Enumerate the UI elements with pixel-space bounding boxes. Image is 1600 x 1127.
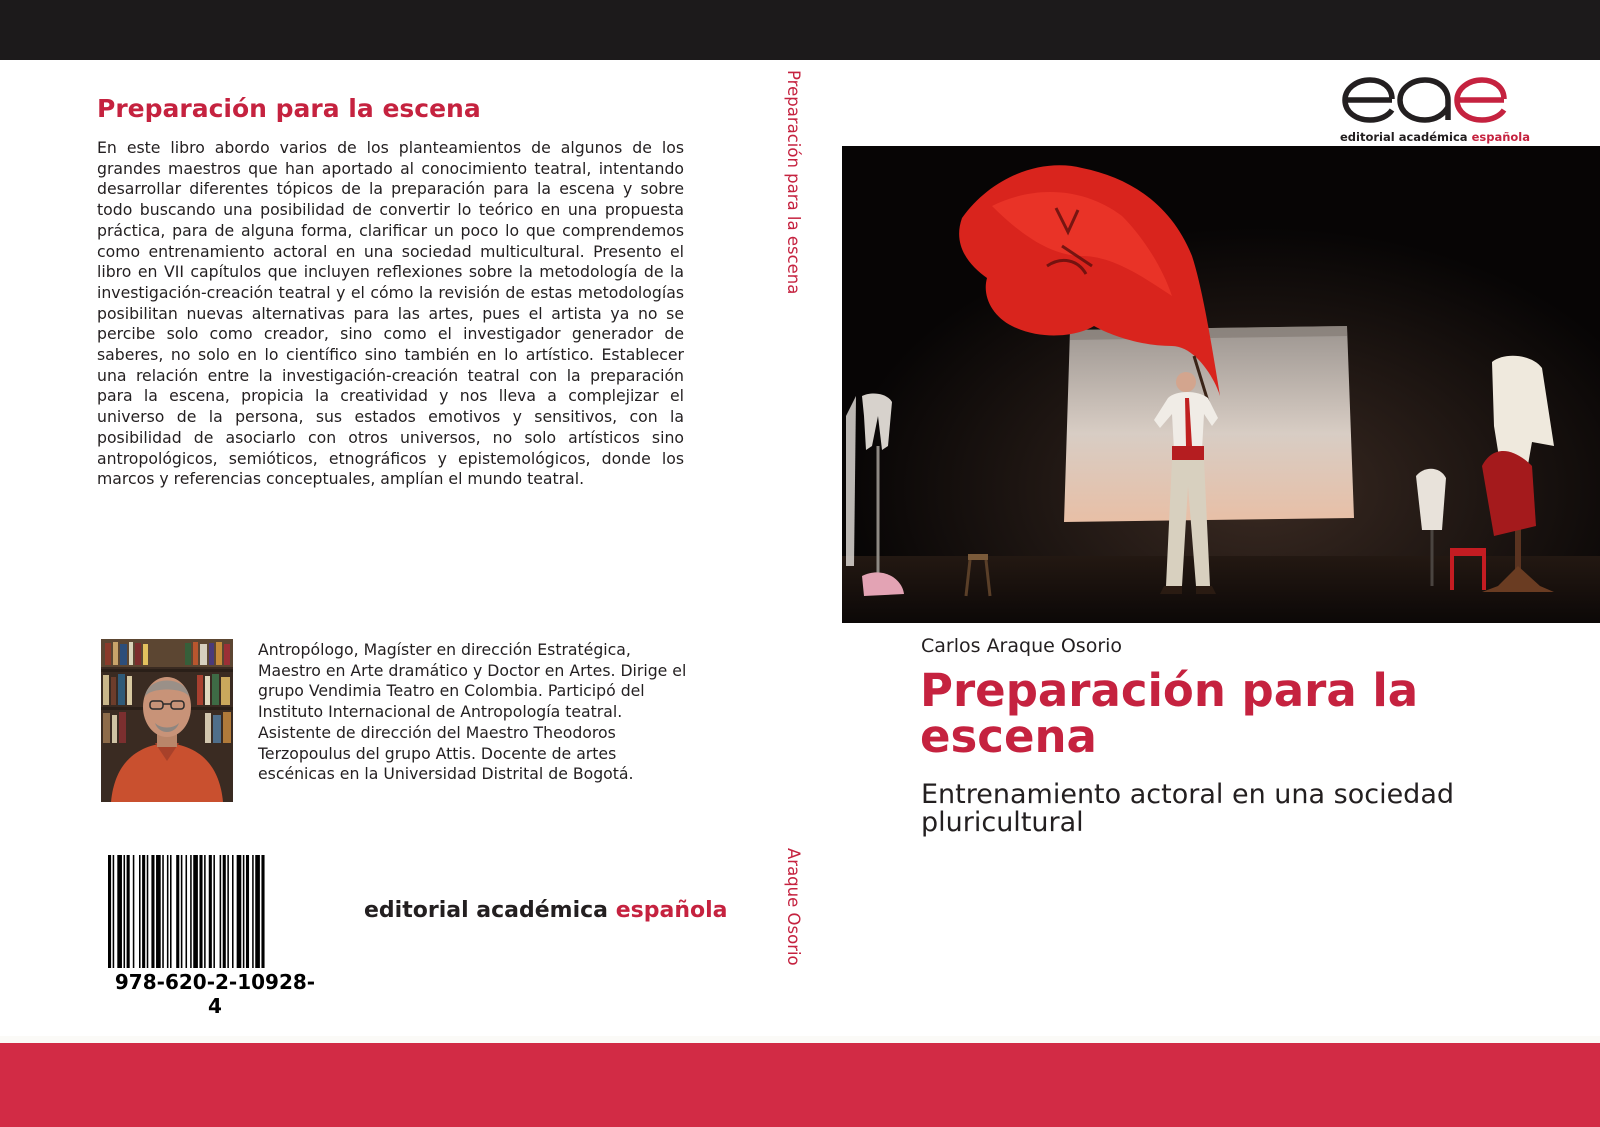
stage-photo [842, 146, 1600, 623]
logo-caption [1340, 130, 1531, 144]
front-subtitle: Entrenamiento actoral en una sociedad pluricultural [921, 779, 1454, 838]
back-publisher-name [364, 898, 727, 923]
bottom-band [0, 1043, 1600, 1127]
top-band [0, 0, 1600, 60]
author-bio: Antropólogo, Magíster en dirección Estratégica, Maestro en Arte dramático y Doctor en Artes. Dirige el grupo Vendimia Teatro en Colombia. Participó del Instituto Internacional de Antropología teatral. Asistente de dirección del Maestro Theodoros Terzopoulus del grupo Attis. Docente de artes escénicas en la Universidad Distrital de Bogotá. [258, 640, 687, 784]
back-cover-title: Preparación para la escena [97, 94, 481, 123]
logo-caption-main: editorial académica [1340, 130, 1472, 144]
back-cover-blurb: En este libro abordo varios de los planteamientos de algunos de los grandes maestros que han aportado al conocimiento teatral, intentando desarrollar diferentes tópicos de la preparación para la escena y sobre todo buscando una posibilidad de convertir lo teórico en una propuesta práctica, para de alguna forma, clarificar un poco lo que comprendemos como entrenamiento actoral en una sociedad multicultural. Presento el libro en VII capítulos que incluyen reflexiones sobre la metodología de la investigación-creación teatral y el cómo la revisión de estas metodologías posibilitan nuevas alternativas para las artes, pues el artista ya no se percibe solo como creador, sino como el investigador generador de saberes, no solo en lo científico sino también en lo artístico. Establecer una relación entre la investigación-creación teatral con la preparación para la escena, propicia la creatividad y nos lleva a complejizar el universo de la persona, sus estados emotivos y sensitivos, con la posibilidad de asociarlo con otros universos, no solo artísticos sino antropológicos, semióticos, etnográficos y epistemológicos, donde los marcos y referencias conceptuales, amplían el mundo teatral. [97, 138, 684, 489]
front-author: Carlos Araque Osorio [921, 635, 1123, 657]
cream-line [0, 1036, 1600, 1043]
author-photo [101, 639, 233, 802]
barcode [108, 855, 322, 968]
spine-author: Araque Osorio [784, 848, 803, 966]
front-title: Preparación para la escena [920, 664, 1419, 763]
spine-title: Preparación para la escena [784, 70, 803, 295]
logo-caption-accent: española [1471, 130, 1531, 144]
publisher-name-main: editorial académica [364, 898, 616, 923]
isbn: 978-620-2-10928-4 [114, 970, 316, 1018]
publisher-name-accent: española [615, 898, 728, 923]
